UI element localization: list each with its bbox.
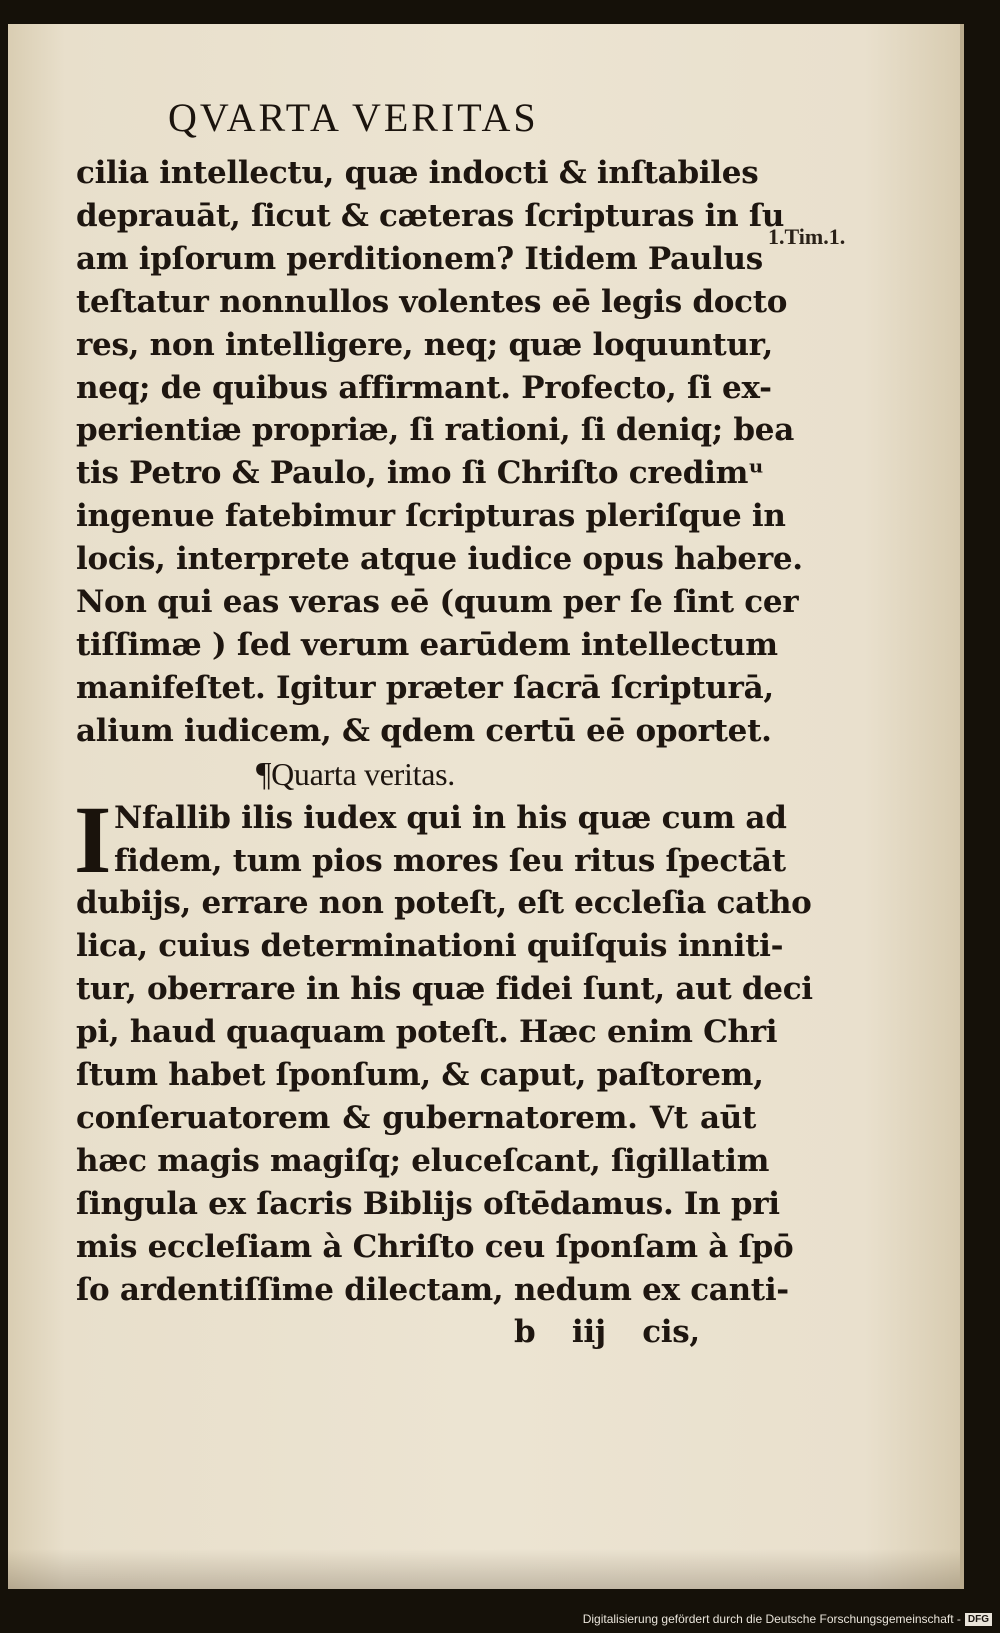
text-line: lica, cuius determinationi quiſquis inniti-	[76, 928, 784, 965]
text-line: cilia intellectu, quæ indocti & inſtabiles	[76, 155, 759, 191]
credit-text: Digitalisierung gefördert durch die Deutsche Forschungsgemeinschaft -	[582, 1612, 961, 1626]
marginal-note: 1.Tim.1.	[768, 224, 846, 249]
text-line: mis eccleſiam à Chriſto ceu ſponſam à ſpō	[76, 1228, 794, 1265]
text-line: hæc magis magiſq; eluceſcant, ſigillatim	[76, 1142, 770, 1179]
text-line: conſeruatorem & gubernatorem. Vt aūt	[76, 1099, 756, 1136]
text-line: res, non intelligere, neq; quæ loquuntur,	[76, 326, 773, 363]
text-line: manifeſtet. Igitur præter ſacrā ſcripturā,	[76, 669, 774, 706]
text-line: dubijs, errare non poteſt, eſt eccleſia catho	[76, 885, 812, 922]
text-line: fidem, tum pios mores ſeu ritus ſpectāt	[114, 842, 786, 879]
text-line: tis Petro & Paulo, imo ſi Chriſto credimᵘ	[76, 455, 764, 492]
running-head: QVARTA VERITAS	[168, 95, 539, 140]
text-line: am ipſorum perditionem? Itidem Paulus	[76, 240, 763, 277]
text-line: alium iudicem, & qdem certū eē oportet.	[76, 712, 772, 749]
text-line: Non qui eas veras eē (quum per ſe ſint cer	[76, 584, 799, 621]
signature-catchword: b iij cis,	[514, 1314, 700, 1351]
digitization-credit	[583, 1612, 992, 1626]
text-line: ſtum habet ſponſum, & caput, paſtorem,	[76, 1057, 764, 1094]
section-heading	[76, 753, 756, 797]
text-line: tiſſimæ ) ſed verum earūdem intellectum	[76, 626, 778, 663]
drop-cap: I	[74, 785, 112, 893]
text-line: teſtatur nonnullos volentes eē legis docto	[76, 283, 788, 320]
text-line: perientiæ propriæ, ſi rationi, ſi deniq; bea	[76, 412, 794, 449]
text-line: ſo ardentiſſime dilectam, nedum ex canti-	[76, 1271, 789, 1308]
text-line: neq; de quibus affirmant. Profecto, ſi ex-	[76, 369, 772, 406]
dfg-logo: DFG	[965, 1613, 992, 1626]
text-line: locis, interprete atque iudice opus habere.	[76, 541, 803, 578]
text-line: Nfallib ilis iudex qui in his quæ cum ad	[114, 799, 787, 836]
section-heading-text: Quarta veritas.	[271, 755, 455, 792]
text-line: ingenue fatebimur ſcripturas pleriſque in	[76, 498, 786, 535]
text-line: tur, oberrare in his quæ fidei ſunt, aut deci	[76, 971, 813, 1008]
text-line: deprauāt, ſicut & cæteras ſcripturas in ſu	[76, 197, 785, 234]
pilcrow-icon: ¶	[256, 755, 272, 793]
text-line: ſingula ex ſacris Biblijs oſtēdamus. In pri	[76, 1185, 780, 1222]
book-page	[8, 24, 964, 1589]
text-line: pi, haud quaquam poteſt. Hæc enim Chri	[76, 1014, 778, 1051]
paragraph	[74, 785, 813, 1312]
